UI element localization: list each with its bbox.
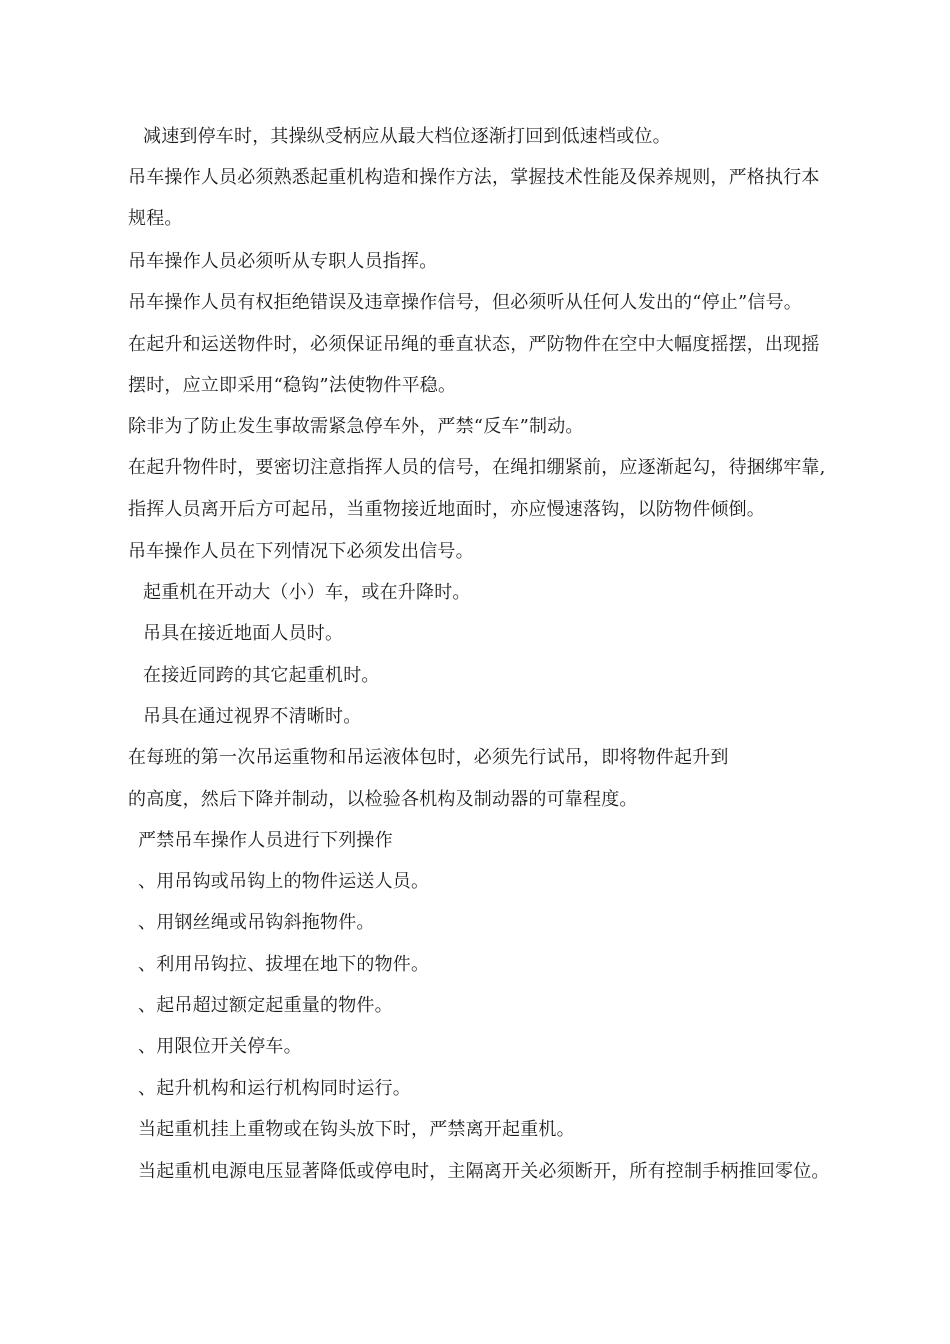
text-line: 在接近同跨的其它起重机时。 <box>143 665 380 686</box>
text-line: 当起重机挂上重物或在钩头放下时，严禁离开起重机。 <box>138 1119 575 1140</box>
text-line: 除非为了防止发生事故需紧急停车外，严禁“反车”制动。 <box>128 416 584 437</box>
text-line: 减速到停车时，其操纵受柄应从最大档位逐渐打回到低速档或位。 <box>143 126 671 147</box>
text-line: 、起吊超过额定起重量的物件。 <box>138 995 393 1016</box>
text-line: 吊车操作人员必须听从专职人员指挥。 <box>128 251 438 272</box>
text-line: 规程。 <box>128 208 183 229</box>
text-line: 摆时，应立即采用“稳钩”法使物件平稳。 <box>128 375 457 396</box>
text-line: 吊具在接近地面人员时。 <box>143 623 344 644</box>
text-line: 吊车操作人员在下列情况下必须发出信号。 <box>128 541 474 562</box>
text-line: 、用限位开关停车。 <box>138 1036 302 1057</box>
text-line: 、用吊钩或吊钩上的物件运送人员。 <box>138 871 430 892</box>
text-line: 吊车操作人员有权拒绝错误及违章操作信号，但必须听从任何人发出的“停止”信号。 <box>128 292 803 313</box>
text-line: 吊车操作人员必须熟悉起重机构造和操作方法，掌握技术性能及保养规则，严格执行本 <box>128 167 820 188</box>
text-line: 、利用吊钩拉、拔埋在地下的物件。 <box>138 954 430 975</box>
text-line: 严禁吊车操作人员进行下列操作 <box>138 830 393 851</box>
text-line: 、用钢丝绳或吊钩斜拖物件。 <box>138 912 375 933</box>
text-line: 当起重机电源电压显著降低或停电时，主隔离开关必须断开，所有控制手柄推回零位。 <box>138 1161 830 1182</box>
text-line: 在起升和运送物件时，必须保证吊绳的垂直状态，严防物件在空中大幅度摇摆，出现摇 <box>128 334 820 355</box>
text-line: 、起升机构和运行机构同时运行。 <box>138 1078 411 1099</box>
text-line: 的高度，然后下降并制动，以检验各机构及制动器的可靠程度。 <box>128 789 638 810</box>
text-line: 指挥人员离开后方可起吊，当重物接近地面时，亦应慢速落钩，以防物件倾倒。 <box>128 499 765 520</box>
text-line: 在起升物件时，要密切注意指挥人员的信号，在绳扣绷紧前，应逐渐起勾，待捆绑牢靠, <box>128 457 826 478</box>
text-line: 起重机在开动大（小）车，或在升降时。 <box>143 582 471 603</box>
text-line: 在每班的第一次吊运重物和吊运液体包时，必须先行试吊，即将物件起升到 <box>128 747 729 768</box>
text-line: 吊具在通过视界不清晰时。 <box>143 706 362 727</box>
